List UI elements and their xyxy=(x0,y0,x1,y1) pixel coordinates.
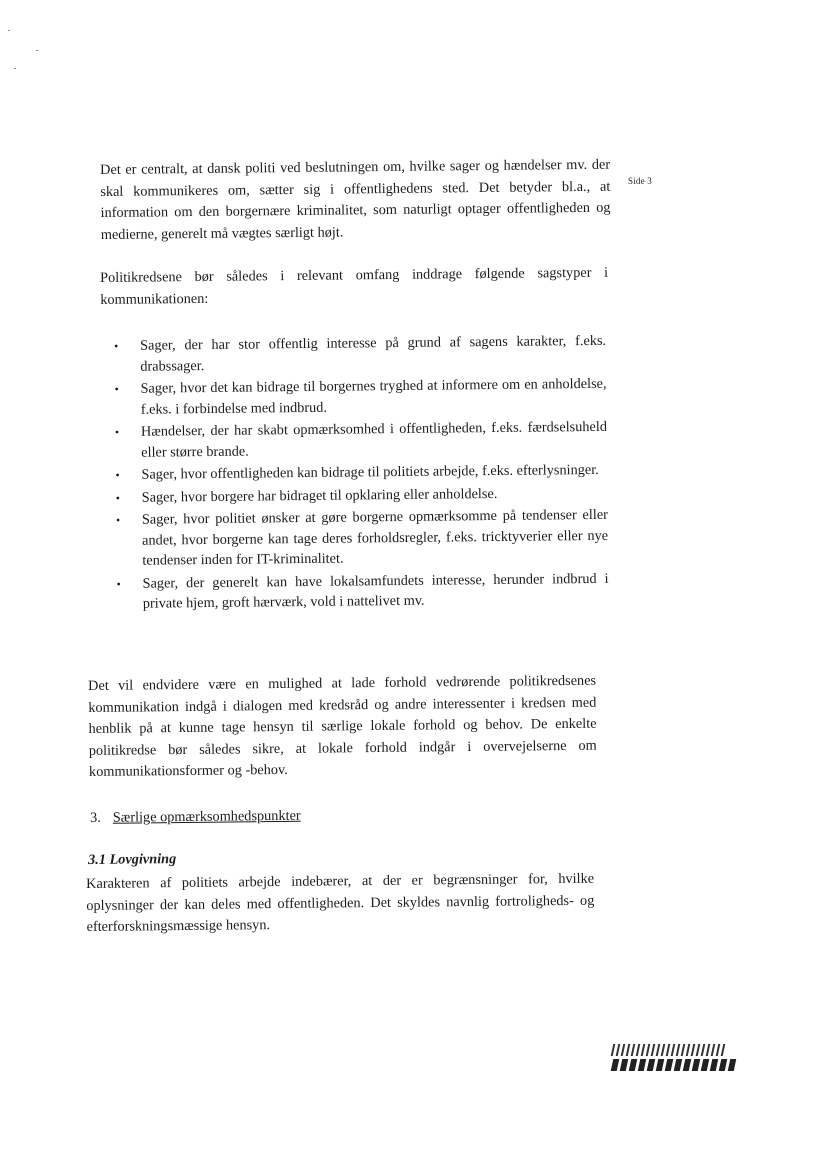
document-id-mark-icon xyxy=(612,1044,738,1072)
list-item-text: Sager, hvor det kan bidrage til borgernes tryghed at informere om en anholdelse, f.eks. i forbindelse med indbrud. xyxy=(140,375,607,418)
subsection-heading: 3.1 Lovgivning xyxy=(88,851,177,868)
page-number-label: Side 3 xyxy=(628,176,652,186)
bullet-icon: • xyxy=(116,576,121,591)
bullet-icon: • xyxy=(115,490,120,505)
paragraph-case-types: Politikredsene bør således i relevant omfang inddrage følgende sagstyper i kommunikationen: xyxy=(100,264,609,308)
scan-speck xyxy=(36,50,38,51)
bullet-icon: • xyxy=(114,338,119,353)
paragraph-local-dialogue: Det vil endvidere være en mulighed at lade forhold vedrørende politikredsenes kommunikation indgå i dialogen med kredsråd og andre interessenter i kredsen med henblik på at kunne tage hensyn til særlige lokale forhold og behov. De enkelte politikredse bør således sikre, at lokale forhold indgår i overvejelserne om kommunikationsformer og -behov. xyxy=(88,672,597,780)
list-item xyxy=(113,460,607,486)
bullet-icon: • xyxy=(115,467,120,482)
list-item xyxy=(112,374,606,420)
paragraph-legislation: Karakteren af politiets arbejde indebærer, at der er begrænsninger for, hvilke oplysninger der kan deles med offentligheden. Det skyldes navnlig fortroligheds- og efterforskningsmæssige hensyn. xyxy=(86,870,595,935)
scan-speck xyxy=(14,68,16,69)
list-item xyxy=(114,505,609,572)
list-item-text: Sager, der har stor offentlig interesse på grund af sagens karakter, f.eks. drabssager. xyxy=(140,332,607,375)
scan-speck xyxy=(8,30,10,31)
list-item xyxy=(114,482,608,508)
list-item-text: Hændelser, der har skabt opmærksomhed i offentligheden, f.eks. færdselsuheld eller større brande. xyxy=(140,418,608,461)
section-number: 3. xyxy=(90,809,101,826)
list-item xyxy=(113,417,607,463)
list-item xyxy=(112,331,606,377)
bullet-icon: • xyxy=(114,381,119,396)
list-item-text: Sager, hvor politiet ønsker at gøre borgerne opmærksomme på tendenser eller andet, hvor borgerne kan tage deres forholdsregler, f.eks. tricktyverier eller nye tendenser inden for IT-kriminalitet. xyxy=(141,506,609,569)
list-item xyxy=(114,568,608,614)
section-title: Særlige opmærksomhedspunkter xyxy=(112,807,301,826)
list-item-text: Sager, hvor borgere har bidraget til opklaring eller anholdelse. xyxy=(141,485,498,506)
section-heading xyxy=(90,808,301,827)
paragraph-intro: Det er centralt, at dansk politi ved beslutningen om, hvilke sager og hændelser mv. der skal kommunikeres om, sætter sig i offentlighedens sted. Det betyder bl.a., at information om den borgernære kriminalitet, som naturligt optager offentligheden og medierne, generelt må vægtes særligt højt. xyxy=(100,156,611,243)
bullet-icon: • xyxy=(114,424,120,439)
bullet-icon: • xyxy=(115,512,121,527)
list-item-text: Sager, hvor offentligheden kan bidrage til politiets arbejde, f.eks. efterlysninger. xyxy=(141,461,599,483)
case-type-list xyxy=(112,331,609,617)
list-item-text: Sager, der generelt kan have lokalsamfundets interesse, herunder indbrud i private hjem, groft hærværk, vold i nattelivet mv. xyxy=(142,570,609,612)
